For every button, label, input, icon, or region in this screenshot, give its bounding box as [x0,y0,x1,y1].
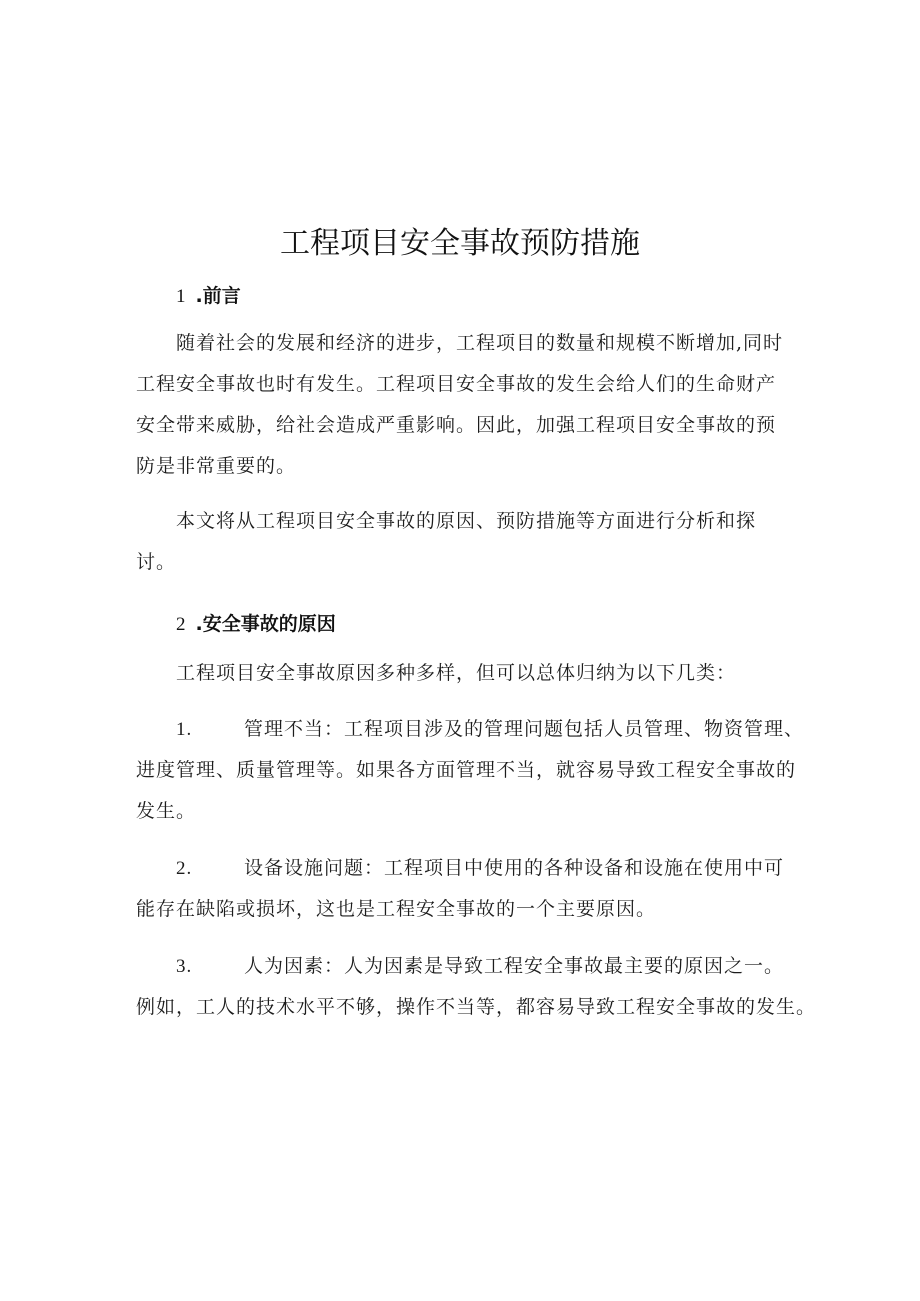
text-line: 进度管理、质量管理等。如果各方面管理不当，就容易导致工程安全事故的 [136,759,797,781]
section-title: .安全事故的原因 [195,613,336,635]
text-line: 工程项目安全事故原因多种多样，但可以总体归纳为以下几类： [176,662,737,684]
list-number: 3. [176,956,193,977]
section-number: 1 [176,286,186,307]
text-line: 防是非常重要的。 [136,455,297,477]
text-line: 发生。 [136,800,197,822]
text-line: 能存在缺陷或损坏，这也是工程安全事故的一个主要原因。 [136,898,657,920]
list-text: 管理不当：工程项目涉及的管理问题包括人员管理、物资管理、 [244,718,805,740]
intro-paragraph-2 [136,501,816,583]
section-number: 2 [176,614,186,635]
intro-paragraph-1 [136,323,816,487]
list-text: 设备设施问题：工程项目中使用的各种设备和设施在使用中可 [244,857,785,879]
document-title: 工程项目安全事故预防措施 [280,226,640,261]
text-line: 工程安全事故也时有发生。工程项目安全事故的发生会给人们的生命财产 [136,373,777,395]
causes-lead-paragraph [136,653,816,694]
text-line [136,709,816,750]
section-heading-intro [176,281,241,308]
text-line: 例如，工人的技术水平不够，操作不当等，都容易导致工程安全事故的发生。 [136,996,817,1018]
list-number: 1. [176,719,193,740]
cause-item-1 [136,709,816,832]
list-text: 人为因素：人为因素是导致工程安全事故最主要的原因之一。 [244,955,785,977]
text-line [136,848,816,889]
text-line: 讨。 [136,551,177,573]
cause-item-2 [136,848,816,930]
text-line: 安全带来威胁，给社会造成严重影响。因此，加强工程项目安全事故的预 [136,414,777,436]
text-line [136,946,816,987]
section-heading-causes [176,609,336,636]
text-line: 本文将从工程项目安全事故的原因、预防措施等方面进行分析和探 [176,510,757,532]
cause-item-3 [136,946,816,1028]
section-title: .前言 [195,285,241,307]
list-number: 2. [176,858,193,879]
text-line: 随着社会的发展和经济的进步，工程项目的数量和规模不断增加,同时 [176,332,784,354]
